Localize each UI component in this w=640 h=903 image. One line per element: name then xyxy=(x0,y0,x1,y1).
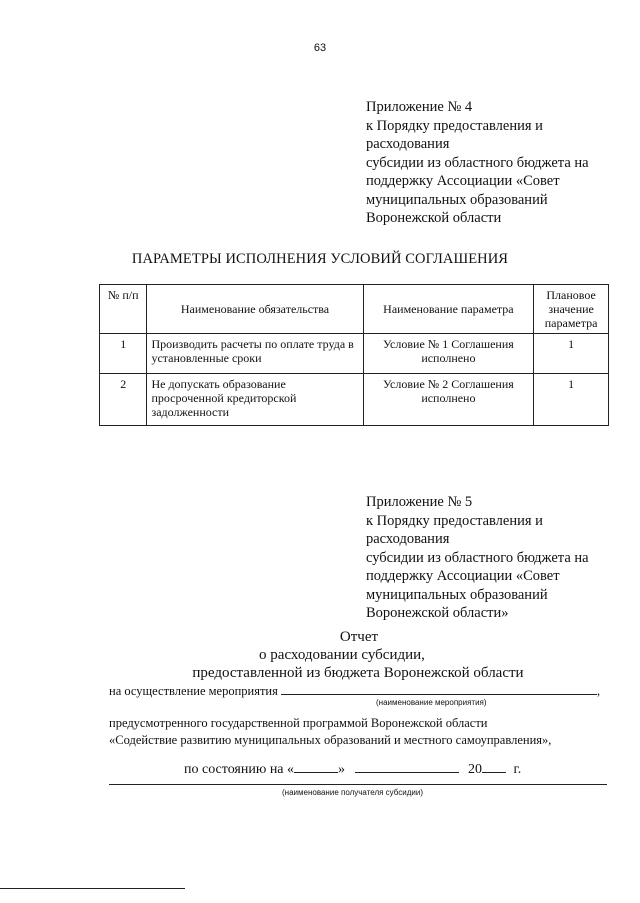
footnote-divider xyxy=(0,888,185,889)
appendix-line: Воронежской области» xyxy=(366,605,509,621)
appendix-line: Воронежской области xyxy=(366,210,502,226)
recipient-line[interactable] xyxy=(109,784,607,785)
event-caption: (наименование мероприятия) xyxy=(376,698,487,707)
header-obligation: Наименование обязательства xyxy=(147,285,363,334)
report-subtitle-2: предоставленной из бюджета Воронежской области xyxy=(192,665,524,681)
appendix-line: к Порядку предоставления и xyxy=(366,117,543,134)
appendix-line: муниципальных образований xyxy=(366,586,548,603)
appendix-line: поддержку Ассоциации «Совет xyxy=(366,173,560,189)
appendix-line: Приложение № 5 xyxy=(366,494,473,510)
table-row xyxy=(100,334,609,374)
row-num: 1 xyxy=(100,334,147,374)
header-planned-value: Плановое значение параметра xyxy=(534,285,609,334)
row-value: 1 xyxy=(534,374,609,426)
row-num: 2 xyxy=(100,374,147,426)
appendix-line: поддержку Ассоциации «Совет xyxy=(366,568,560,584)
appendix-line: к Порядку предоставления и xyxy=(366,512,543,529)
program-line: «Содействие развитию муниципальных образований и местного самоуправления», xyxy=(109,733,552,747)
header-parameter: Наименование параметра xyxy=(363,285,534,334)
date-suffix: г. xyxy=(513,762,522,777)
program-line: предусмотренного государственной программой Воронежской области xyxy=(109,716,488,730)
row-value: 1 xyxy=(534,334,609,374)
event-trailing: , xyxy=(597,684,601,698)
report-subtitle: о расходовании субсидии, xyxy=(259,647,425,663)
date-prefix: по состоянию на « xyxy=(184,762,295,777)
appendix-line: субсидии из областного бюджета на xyxy=(366,549,589,566)
appendix-line: Приложение № 4 xyxy=(366,99,473,115)
event-blank[interactable] xyxy=(281,682,597,695)
appendix-line: муниципальных образований xyxy=(366,191,548,208)
header-num: № п/п xyxy=(100,285,147,334)
recipient-caption: (наименование получателя субсидии) xyxy=(282,788,423,797)
table-header-row xyxy=(100,285,609,334)
appendix-line: субсидии из областного бюджета на xyxy=(366,154,589,171)
year-blank[interactable] xyxy=(482,760,506,773)
appendix-line: расходования xyxy=(366,531,450,547)
row-parameter: Условие № 2 Соглашения исполнено xyxy=(363,374,534,426)
appendix-line: расходования xyxy=(366,136,450,152)
params-table-title: ПАРАМЕТРЫ ИСПОЛНЕНИЯ УСЛОВИЙ СОГЛАШЕНИЯ xyxy=(131,251,509,267)
table-row xyxy=(100,374,609,426)
event-label: на осуществление мероприятия xyxy=(109,684,278,698)
event-row xyxy=(109,682,609,699)
appendix-5-header xyxy=(366,493,626,623)
report-title: Отчет xyxy=(339,629,379,645)
day-blank[interactable] xyxy=(294,760,338,773)
date-mid: » xyxy=(338,762,346,777)
row-obligation: Производить расчеты по оплате труда в установленные сроки xyxy=(147,334,363,374)
date-row xyxy=(184,760,521,778)
month-blank[interactable] xyxy=(355,760,459,773)
date-year: 20 xyxy=(468,762,483,777)
row-parameter: Условие № 1 Соглашения исполнено xyxy=(363,334,534,374)
params-table xyxy=(99,284,609,426)
page-number: 63 xyxy=(313,42,327,54)
appendix-4-header xyxy=(366,98,626,228)
row-obligation: Не допускать образование просроченной кредиторской задолженности xyxy=(147,374,363,426)
